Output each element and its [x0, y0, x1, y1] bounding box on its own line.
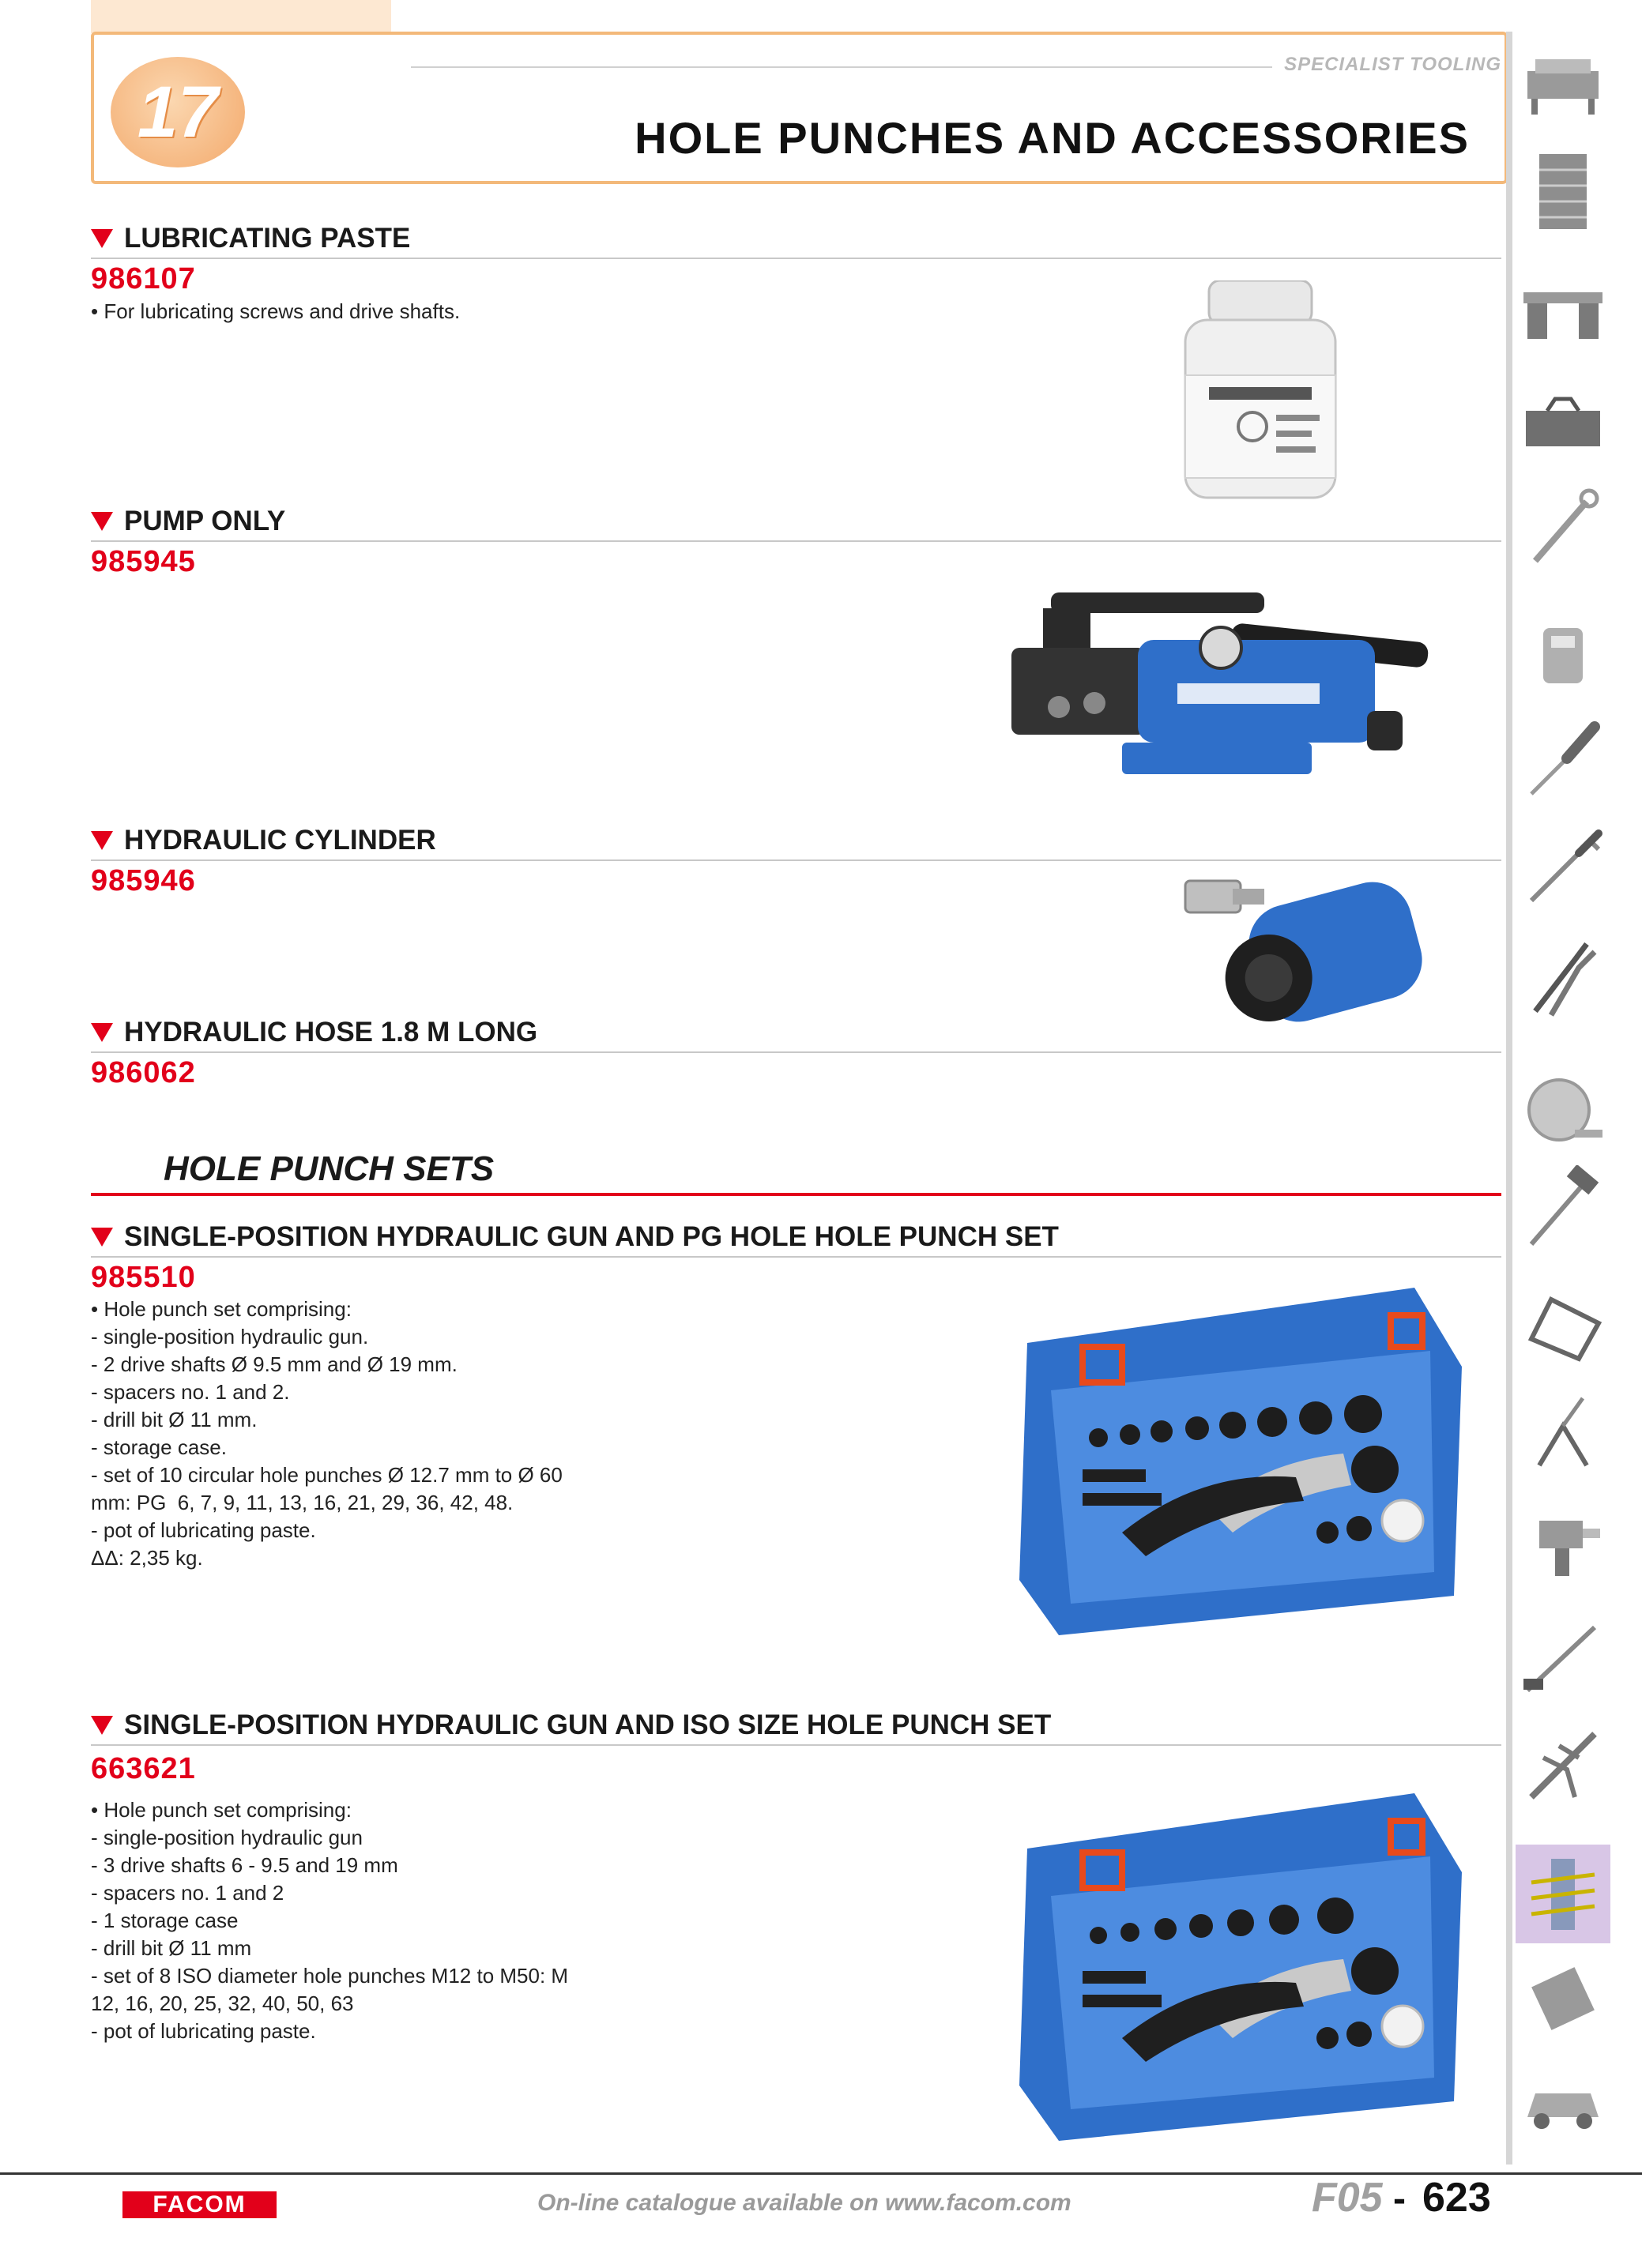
screwdriver-icon[interactable]: [1516, 719, 1610, 798]
pipe-wrench-icon[interactable]: [1516, 1619, 1610, 1698]
red-triangle-icon: [91, 229, 113, 248]
page-title: HOLE PUNCHES AND ACCESSORIES: [635, 113, 1470, 163]
product-reference: 986107: [91, 262, 196, 295]
power-tool-icon[interactable]: [1516, 1505, 1610, 1584]
product-description: • For lubricating screws and drive shafts.: [91, 299, 461, 323]
punch-set-case-image: [1004, 1777, 1470, 2149]
red-triangle-icon: [91, 831, 113, 850]
product-title-hydraulic-hose: HYDRAULIC HOSE 1.8 M LONG: [91, 1017, 537, 1048]
footer-divider: [0, 2172, 1642, 2175]
product-reference: 986062: [91, 1056, 196, 1089]
hacksaw-icon[interactable]: [1516, 1284, 1610, 1363]
chapter-number-badge: 17: [111, 57, 245, 167]
hydraulic-pump-image: [996, 585, 1446, 806]
footer-catalogue-text: On-line catalogue available on www.facom.com: [537, 2190, 1071, 2216]
section-divider: [91, 258, 1501, 259]
wrench-icon[interactable]: [1516, 490, 1610, 569]
header-tab: [91, 0, 391, 33]
catalogue-code: F05: [1312, 2175, 1383, 2221]
specialist-tooling-icon[interactable]: [1516, 1845, 1610, 1943]
red-triangle-icon: [91, 1228, 113, 1247]
product-reference: 985945: [91, 545, 196, 578]
lubricating-paste-pot-image: [1177, 280, 1343, 510]
bench-icon[interactable]: [1516, 273, 1610, 352]
toolbox-icon[interactable]: [1516, 383, 1610, 462]
car-icon[interactable]: [1516, 2066, 1610, 2145]
red-triangle-icon: [91, 1023, 113, 1042]
hammer-icon[interactable]: [1516, 1169, 1610, 1248]
hex-key-icon[interactable]: [1516, 829, 1610, 908]
product-title-lubricating-paste: LUBRICATING PASTE: [91, 223, 410, 254]
product-reference: 985510: [91, 1261, 196, 1294]
red-triangle-icon: [91, 512, 113, 531]
section-divider: [91, 540, 1501, 542]
workbench-icon[interactable]: [1516, 43, 1610, 122]
red-triangle-icon: [91, 1716, 113, 1735]
category-label: SPECIALIST TOOLING: [1284, 54, 1501, 75]
facom-logo: FACOM: [122, 2191, 277, 2218]
set-description: • Hole punch set comprising: - single-position hydraulic gun. - 2 drive shafts Ø 9.5 mm and Ø 19 mm. - spacers no. 1 and 2. - drill bit Ø 11 mm. - storage case. - set of 10 circular hole punches Ø 12.7 mm to Ø 60 mm: PG 6, 7, 9, 11, 13, 16, 21, 29, 36, 42, 48. - pot of lubricating paste. ΔΔ: 2,35 kg.: [91, 1297, 563, 1570]
product-title-hydraulic-cylinder: HYDRAULIC CYLINDER: [91, 825, 436, 856]
page-separator: -: [1393, 2178, 1406, 2220]
aircraft-icon[interactable]: [1516, 1726, 1610, 1805]
group-title: HOLE PUNCH SETS: [164, 1149, 495, 1188]
product-reference: 985946: [91, 864, 196, 897]
pliers-icon[interactable]: [1516, 936, 1610, 1015]
set-title-pg: SINGLE-POSITION HYDRAULIC GUN AND PG HOLE HOLE PUNCH SET: [91, 1221, 1059, 1253]
punch-set-case-image: [1004, 1272, 1470, 1643]
tape-measure-icon[interactable]: [1516, 1070, 1610, 1149]
hydraulic-cylinder-image: [1177, 865, 1430, 1039]
category-divider: [411, 66, 1272, 68]
set-title-iso: SINGLE-POSITION HYDRAULIC GUN AND ISO SIZE HOLE PUNCH SET: [91, 1709, 1051, 1741]
product-reference: 663621: [91, 1752, 196, 1785]
section-divider: [91, 1744, 1501, 1746]
puller-icon[interactable]: [1516, 1394, 1610, 1473]
group-divider: [91, 1193, 1501, 1196]
section-divider: [91, 859, 1501, 861]
product-title-pump-only: PUMP ONLY: [91, 506, 285, 537]
set-description: • Hole punch set comprising: - single-position hydraulic gun - 3 drive shafts 6 - 9.5 and 19 mm - spacers no. 1 and 2 - 1 storage case - drill bit Ø 11 mm - set of 8 ISO diameter hole punches M12 to M50: M 12, 16, 20, 25, 32, 40, 50, 63 - pot of lubricating paste.: [91, 1798, 569, 2043]
electronics-icon[interactable]: [1516, 1959, 1610, 2038]
page-number: 623: [1422, 2175, 1491, 2221]
sidebar-rail: [1506, 32, 1512, 2165]
section-divider: [91, 1051, 1501, 1053]
section-divider: [91, 1256, 1501, 1258]
socket-icon[interactable]: [1516, 616, 1610, 695]
tool-cabinet-icon[interactable]: [1516, 154, 1610, 233]
